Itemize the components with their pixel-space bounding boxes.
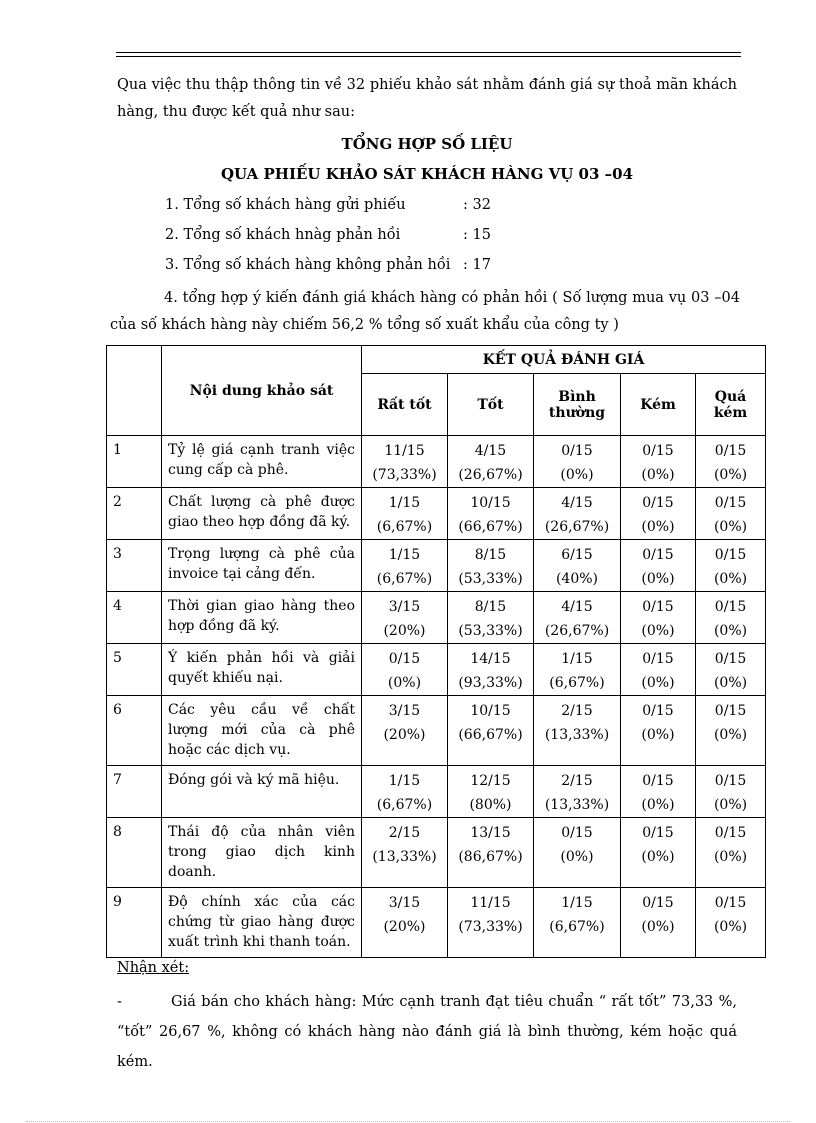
result-percent: (0%) <box>641 467 675 483</box>
result-percent: (6,67%) <box>376 519 433 535</box>
result-percent: (0%) <box>713 623 748 639</box>
result-count: 0/15 <box>561 443 593 459</box>
result-percent: (13,33%) <box>372 849 437 865</box>
row-number: 8 <box>107 818 162 888</box>
result-count: 8/15 <box>474 599 507 615</box>
bullet-dash: - <box>117 994 122 1010</box>
result-percent: (0%) <box>560 467 594 483</box>
row-content: Các yêu cầu về chất lượng mới của cà phê hoặc các dịch vụ. <box>162 696 362 766</box>
table-row <box>107 766 766 818</box>
result-percent: (0%) <box>641 519 675 535</box>
result-cell <box>621 888 696 958</box>
table-body <box>107 436 766 958</box>
row-number: 7 <box>107 766 162 818</box>
row-number: 5 <box>107 644 162 696</box>
table-row <box>107 696 766 766</box>
row-content: Đóng gói và ký mã hiệu. <box>162 766 362 818</box>
page-bottom-rule <box>26 1121 790 1122</box>
result-cell <box>448 436 534 488</box>
row-number: 1 <box>107 436 162 488</box>
result-percent: (0%) <box>713 571 748 587</box>
result-cell <box>362 436 448 488</box>
row-content: Thời gian giao hàng theo hợp đồng đã ký. <box>162 592 362 644</box>
result-percent: (53,33%) <box>458 623 523 639</box>
result-cell <box>696 436 766 488</box>
remark-title: Nhận xét: <box>117 960 190 976</box>
header-col-very-good: Rất tốt <box>362 374 448 436</box>
result-percent: (6,67%) <box>376 571 433 587</box>
result-count: 1/15 <box>388 773 421 789</box>
result-percent: (40%) <box>555 571 599 587</box>
result-percent: (66,67%) <box>458 519 523 535</box>
result-percent: (0%) <box>641 623 675 639</box>
summary-value: : 32 <box>463 197 491 213</box>
result-count: 0/15 <box>714 895 747 911</box>
result-count: 8/15 <box>474 547 507 563</box>
result-cell <box>621 592 696 644</box>
result-cell <box>362 592 448 644</box>
result-percent: (0%) <box>713 797 748 813</box>
result-count: 0/15 <box>714 703 747 719</box>
result-cell <box>448 592 534 644</box>
result-percent: (0%) <box>713 675 748 691</box>
row-content: Tỷ lệ giá cạnh tranh việc cung cấp cà phê. <box>162 436 362 488</box>
result-percent: (20%) <box>383 919 426 935</box>
result-cell <box>362 888 448 958</box>
result-percent: (86,67%) <box>458 849 523 865</box>
title-line-1: TỔNG HỢP SỐ LIỆU <box>341 135 513 153</box>
summary-label: 1. Tổng số khách hàng gửi phiếu <box>165 197 406 213</box>
result-count: 10/15 <box>470 703 511 719</box>
result-count: 2/15 <box>561 703 593 719</box>
result-percent: (6,67%) <box>376 797 433 813</box>
remark-text: Giá bán cho khách hàng: Mức cạnh tranh đạt tiêu chuẩn “ rất tốt” 73,33 %, “tốt” 26,67 %, không có khách hàng nào đánh giá là bình thường, kém hoặc quá kém. <box>117 994 737 1070</box>
result-percent: (73,33%) <box>372 467 437 483</box>
result-cell <box>362 766 448 818</box>
result-cell <box>621 436 696 488</box>
row-content: Trọng lượng cà phê của invoice tại cảng đến. <box>162 540 362 592</box>
result-count: 1/15 <box>561 895 593 911</box>
result-count: 0/15 <box>714 495 747 511</box>
table-row <box>107 488 766 540</box>
result-count: 11/15 <box>384 443 425 459</box>
result-cell <box>696 888 766 958</box>
table-row <box>107 540 766 592</box>
header-evaluation-group: KẾT QUẢ ĐÁNH GIÁ <box>362 346 766 374</box>
result-percent: (26,67%) <box>544 519 610 535</box>
result-cell <box>621 540 696 592</box>
result-count: 0/15 <box>642 895 674 911</box>
result-count: 0/15 <box>642 547 674 563</box>
result-cell <box>448 488 534 540</box>
result-percent: (6,67%) <box>549 675 605 691</box>
result-cell <box>696 488 766 540</box>
result-cell <box>448 540 534 592</box>
result-count: 4/15 <box>561 495 593 511</box>
header-rule-top <box>116 52 741 53</box>
result-count: 0/15 <box>388 651 421 667</box>
result-cell <box>362 644 448 696</box>
row-content: Chất lượng cà phê được giao theo hợp đồng đã ký. <box>162 488 362 540</box>
result-count: 0/15 <box>642 825 674 841</box>
result-percent: (20%) <box>383 727 426 743</box>
result-cell <box>621 818 696 888</box>
result-cell <box>362 696 448 766</box>
result-percent: (0%) <box>713 919 748 935</box>
result-count: 0/15 <box>714 651 747 667</box>
result-count: 3/15 <box>388 599 421 615</box>
result-count: 4/15 <box>474 443 507 459</box>
result-cell <box>362 488 448 540</box>
result-cell <box>534 766 621 818</box>
header-number <box>107 346 162 436</box>
header-col-poor: Kém <box>621 374 696 436</box>
row-number: 6 <box>107 696 162 766</box>
result-cell <box>621 696 696 766</box>
result-percent: (6,67%) <box>549 919 605 935</box>
table-row <box>107 592 766 644</box>
result-percent: (0%) <box>641 571 675 587</box>
header-content: Nội dung khảo sát <box>162 346 362 436</box>
result-percent: (0%) <box>560 849 594 865</box>
result-percent: (20%) <box>383 623 426 639</box>
result-cell <box>362 540 448 592</box>
row-number: 9 <box>107 888 162 958</box>
result-percent: (0%) <box>641 919 675 935</box>
result-cell <box>448 818 534 888</box>
result-cell <box>621 766 696 818</box>
result-cell <box>534 696 621 766</box>
result-count: 12/15 <box>470 773 511 789</box>
result-count: 6/15 <box>561 547 593 563</box>
row-number: 3 <box>107 540 162 592</box>
result-count: 0/15 <box>642 703 674 719</box>
row-number: 4 <box>107 592 162 644</box>
header-col-good: Tốt <box>448 374 534 436</box>
intro-paragraph: Qua việc thu thập thông tin về 32 phiếu khảo sát nhằm đánh giá sự thoả mãn khách hàng, thu được kết quả như sau: <box>117 77 737 120</box>
result-cell <box>696 540 766 592</box>
result-percent: (66,67%) <box>458 727 523 743</box>
summary-label: 2. Tổng số khách hnàg phản hồi <box>165 227 401 243</box>
result-count: 0/15 <box>642 599 674 615</box>
result-cell <box>621 644 696 696</box>
survey-results-table <box>106 345 766 958</box>
result-count: 0/15 <box>642 651 674 667</box>
table-row <box>107 888 766 958</box>
result-count: 14/15 <box>470 651 511 667</box>
summary-label: 3. Tổng số khách hàng không phản hồi <box>165 257 451 273</box>
summary-value: : 15 <box>463 227 491 243</box>
result-cell <box>534 540 621 592</box>
result-cell <box>534 488 621 540</box>
result-percent: (26,67%) <box>458 467 523 483</box>
result-cell <box>534 436 621 488</box>
header-col-very-poor: Quá kém <box>696 374 766 436</box>
result-cell <box>534 644 621 696</box>
row-content: Độ chính xác của các chứng từ giao hàng được xuất trình khi thanh toán. <box>162 888 362 958</box>
table-row <box>107 436 766 488</box>
result-percent: (13,33%) <box>544 797 610 813</box>
result-percent: (73,33%) <box>458 919 523 935</box>
result-count: 0/15 <box>714 825 747 841</box>
result-cell <box>696 696 766 766</box>
result-count: 13/15 <box>470 825 511 841</box>
result-count: 2/15 <box>561 773 593 789</box>
result-percent: (26,67%) <box>544 623 610 639</box>
result-cell <box>621 488 696 540</box>
result-count: 0/15 <box>714 443 747 459</box>
result-cell <box>696 644 766 696</box>
title-line-2: QUA PHIẾU KHẢO SÁT KHÁCH HÀNG VỤ 03 –04 <box>220 165 634 183</box>
result-percent: (0%) <box>713 849 748 865</box>
result-count: 10/15 <box>470 495 511 511</box>
row-content: Ý kiến phản hồi và giải quyết khiếu nại. <box>162 644 362 696</box>
result-count: 1/15 <box>388 495 421 511</box>
result-cell <box>696 766 766 818</box>
table-row <box>107 818 766 888</box>
result-percent: (13,33%) <box>544 727 610 743</box>
result-count: 4/15 <box>561 599 593 615</box>
result-percent: (0%) <box>713 727 748 743</box>
result-cell <box>696 592 766 644</box>
result-percent: (0%) <box>641 727 675 743</box>
result-count: 1/15 <box>388 547 421 563</box>
result-count: 0/15 <box>642 443 674 459</box>
table-row <box>107 644 766 696</box>
result-percent: (0%) <box>713 519 748 535</box>
result-percent: (0%) <box>387 675 422 691</box>
result-count: 1/15 <box>561 651 593 667</box>
result-percent: (80%) <box>469 797 512 813</box>
result-count: 0/15 <box>714 773 747 789</box>
result-cell <box>448 696 534 766</box>
result-cell <box>696 818 766 888</box>
result-percent: (0%) <box>641 849 675 865</box>
summary-value: : 17 <box>463 257 491 273</box>
remark-bullet <box>117 987 737 1077</box>
result-cell <box>362 818 448 888</box>
row-content: Thái độ của nhân viên trong giao dịch kinh doanh. <box>162 818 362 888</box>
result-count: 0/15 <box>714 599 747 615</box>
row-number: 2 <box>107 488 162 540</box>
result-count: 2/15 <box>388 825 421 841</box>
result-percent: (93,33%) <box>458 675 523 691</box>
header-rule-bottom <box>116 56 741 57</box>
result-percent: (0%) <box>641 675 675 691</box>
result-count: 3/15 <box>388 703 421 719</box>
summary-item-4: 4. tổng hợp ý kiến đánh giá khách hàng có phản hồi ( Số lượng mua vụ 03 –04 của số khách hàng này chiếm 56,2 % tổng số xuất khẩu của công ty ) <box>110 290 740 333</box>
result-percent: (0%) <box>641 797 675 813</box>
result-count: 3/15 <box>388 895 421 911</box>
result-percent: (0%) <box>713 467 748 483</box>
result-cell <box>448 766 534 818</box>
result-percent: (53,33%) <box>458 571 523 587</box>
result-count: 11/15 <box>470 895 511 911</box>
result-count: 0/15 <box>561 825 593 841</box>
header-col-normal: Bình thường <box>534 374 621 436</box>
result-count: 0/15 <box>642 495 674 511</box>
result-cell <box>534 592 621 644</box>
result-count: 0/15 <box>714 547 747 563</box>
result-count: 0/15 <box>642 773 674 789</box>
result-cell <box>534 818 621 888</box>
result-cell <box>448 644 534 696</box>
result-cell <box>534 888 621 958</box>
result-cell <box>448 888 534 958</box>
